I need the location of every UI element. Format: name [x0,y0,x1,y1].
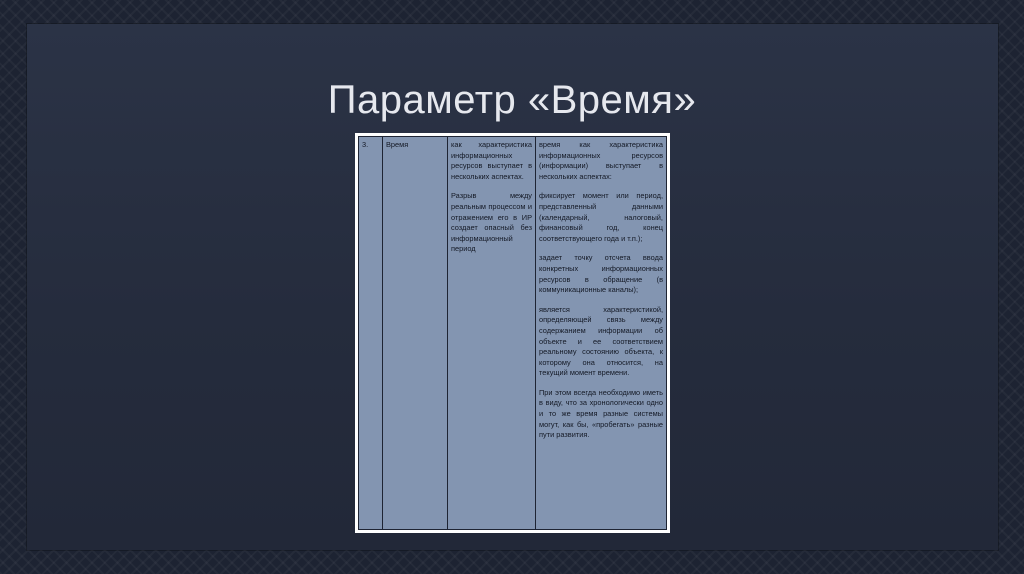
short-desc-paragraph-2: Разрыв между реальным процессом и отражением его в ИР создает опасный без информационный период [451,191,532,254]
full-desc-paragraph-4: является характеристикой, определяющей связь между содержанием информации об объекте и ее соответствием реальному состоянию объекта, к которому она относится, на текущий момент времени. [539,304,663,378]
table-row [359,137,667,530]
full-desc-paragraph-2: фиксирует момент или период, представленный данными (календарный, налоговый, финансовый год, конец соответствующего года и т.п.); [539,191,663,243]
full-description-cell [536,137,667,530]
row-number: 3. [362,140,369,149]
full-desc-paragraph-3: задает точку отсчета ввода конкретных информационных ресурсов в обращение (в коммуникационные каналы); [539,253,663,295]
full-desc-paragraph-5: При этом всегда необходимо иметь в виду, что за хронологически одно и то же время разные системы могут, как бы, «пробегать» разные пути развития. [539,387,663,440]
short-desc-paragraph-1: как характеристика информационных ресурсов выступает в нескольких аспектах. [451,140,532,181]
slide-title: Параметр «Время» [327,78,697,122]
short-description-cell [448,137,536,530]
row-number-cell [359,137,383,530]
row-name-cell [383,137,448,530]
table-image [355,133,670,533]
row-name: Время [386,140,409,149]
parameter-table [358,136,667,530]
full-desc-paragraph-1: время как характеристика информационных ресурсов (информации) выступает в нескольких аспектах: [539,140,663,181]
